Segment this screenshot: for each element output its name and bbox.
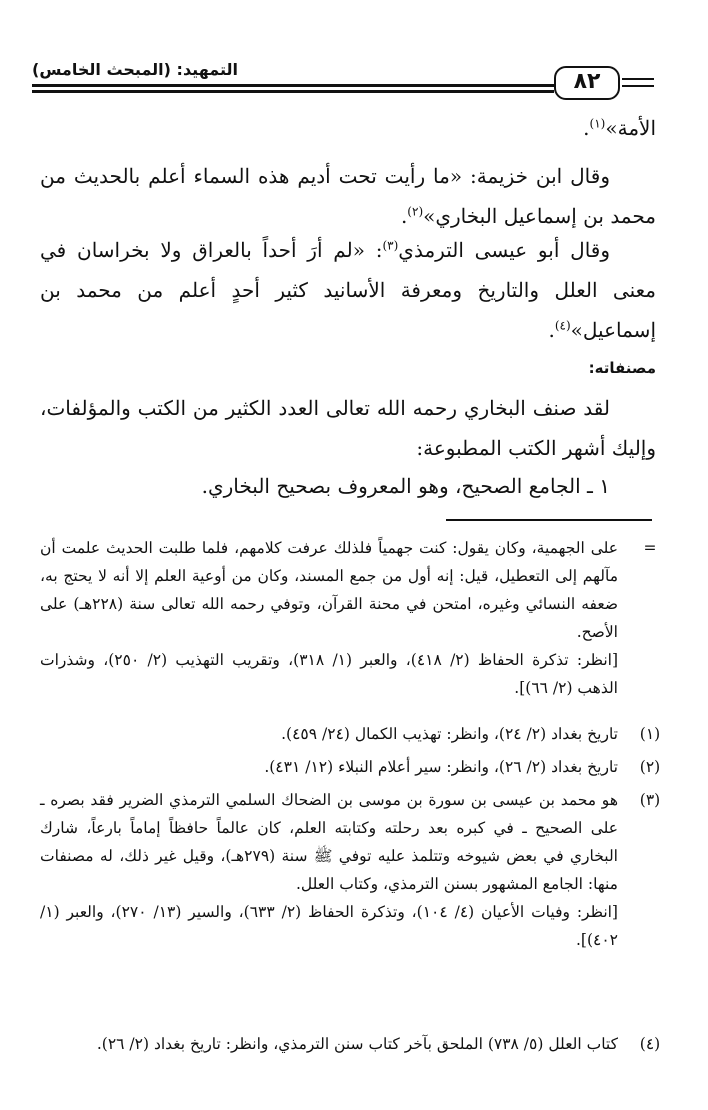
- paragraph-text: الأمة»: [605, 116, 656, 140]
- footnote-marker: =: [643, 539, 657, 557]
- footnote-marker: (٤): [639, 1035, 661, 1053]
- body-paragraph-continuation: الأمة»$^{(١)}$.: [583, 116, 656, 140]
- footnote-marker: (١): [639, 725, 661, 743]
- footnote-4: [40, 1030, 662, 1058]
- footnote-marker: (٢): [639, 758, 661, 776]
- footnote-ref: (٢): [407, 204, 424, 219]
- header-rule-top: [32, 84, 554, 87]
- section-heading: مصنفاته:: [588, 359, 656, 377]
- body-paragraph-tirmidhi: وقال أبو عيسى الترمذي$^{(٣)}$: «لم أرَ أحداً بالعراق ولا بخراسان في معنى العلل والتاريخ ومعرفة الأسانيد كثير أحدٍ أعلم من محمد بن إسماعيل»$^{(٤)}$.: [40, 238, 656, 342]
- paragraph-text: : «لم أرَ أحداً بالعراق ولا بخراسان في معنى العلل والتاريخ ومعرفة الأسانيد كثير أحدٍ أعلم من محمد بن إسماعيل»: [40, 238, 656, 342]
- running-header-title: التمهيد: (المبحث الخامس): [32, 60, 239, 79]
- footnote-text: تاريخ بغداد (٢/ ٢٦)، وانظر: سير أعلام النبلاء (١٢/ ٤٣١).: [264, 758, 618, 776]
- header-rule-short-bottom: [622, 85, 654, 87]
- body-paragraph-khuzayma: وقال ابن خزيمة: «ما رأيت تحت أديم هذه السماء أعلم بالحديث من محمد بن إسماعيل البخاري»$^{(٢)}$.: [40, 164, 656, 228]
- footnote-text: كتاب العلل (٥/ ٧٣٨) الملحق بآخر كتاب سنن الترمذي، وانظر: تاريخ بغداد (٢/ ٢٦).: [96, 1035, 618, 1053]
- header-rule-bottom: [32, 90, 554, 93]
- list-item: [40, 466, 656, 506]
- footnote-2: [40, 753, 662, 781]
- footnote-3: [40, 786, 662, 954]
- footnote-text: هو محمد بن عيسى بن سورة بن موسى بن الضحاك السلمي الترمذي الضرير فقد بصره ـ على الصحيح ـ في كبره بعد رحلته وكتابته العلم، كان عالماً حافظاً إماماً بارعاً، شارك البخاري في بعض شيوخه وتتلمذ عليه توفي ﷺ سنة (٢٧٩هـ)، وقيل غير ذلك، له مصنفات منها: الجامع المشهور بسنن الترمذي، وكتاب العلل.: [40, 791, 618, 893]
- footnote-ref: (١): [589, 116, 606, 131]
- footnote-citation: [انظر: وفيات الأعيان (٤/ ١٠٤)، وتذكرة الحفاظ (٢/ ٦٣٣)، والسير (١٣/ ٢٧٠)، والعبر (١/ ٤٠٢)].: [40, 903, 618, 949]
- footnote-continued: [40, 534, 662, 702]
- list-item-text: ١ ـ الجامع الصحيح، وهو المعروف بصحيح البخاري.: [201, 474, 610, 498]
- body-paragraph-works: [40, 388, 656, 468]
- footnote-ref: (٤): [554, 318, 571, 333]
- header-rule-short-top: [622, 78, 654, 80]
- paragraph-text: لقد صنف البخاري رحمه الله تعالى العدد الكثير من الكتب والمؤلفات، وإليك أشهر الكتب المطبوعة:: [40, 396, 656, 460]
- footnote-marker: (٣): [639, 791, 661, 809]
- page-number: ٨٢: [554, 66, 620, 100]
- footnote-1: [40, 720, 662, 748]
- paragraph-text: وقال أبو عيسى الترمذي: [398, 238, 611, 262]
- footnote-ref: (٣): [382, 238, 399, 253]
- paragraph-text: وقال ابن خزيمة: «ما رأيت تحت أديم هذه السماء أعلم بالحديث من محمد بن إسماعيل البخاري»: [40, 164, 656, 228]
- footnote-text: تاريخ بغداد (٢/ ٢٤)، وانظر: تهذيب الكمال (٢٤/ ٤٥٩).: [281, 725, 618, 743]
- footnote-separator: [446, 519, 652, 521]
- footnote-citation: [انظر: تذكرة الحفاظ (٢/ ٤١٨)، والعبر (١/ ٣١٨)، وتقريب التهذيب (٢/ ٢٥٠)، وشذرات الذهب (٢/ ٦٦)].: [40, 651, 619, 697]
- footnote-text: على الجهمية، وكان يقول: كنت جهمياً فلذلك عرفت كلامهم، فلما طلبت الحديث علمت أن مآلهم إلى التعطيل، قيل: إنه أول من جمع المسند، وكان من أوعية العلم إلا أنه لا يحتج به، ضعفه النسائي وغيره، امتحن في محنة القرآن، وتوفي رحمه الله تعالى سنة (٢٢٨هـ) على الأصح.: [40, 539, 618, 641]
